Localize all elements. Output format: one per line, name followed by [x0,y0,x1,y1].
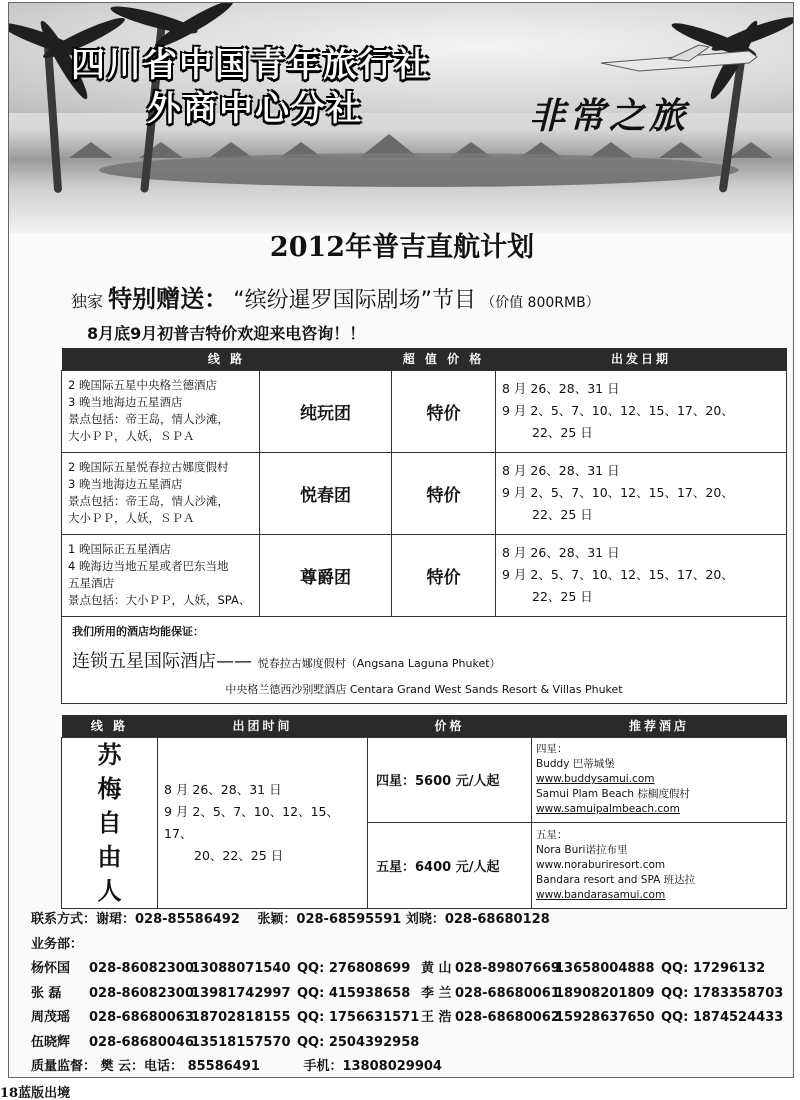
hotel-link[interactable]: www.noraburiresort.com [536,858,666,871]
agency-name-line2: 外商中心分社 [147,89,363,129]
route-char: 人 [97,876,122,905]
contact-mobile: 13658004888 [555,961,655,976]
contact-phone: 028-68680061 [455,985,560,1001]
price-cell: 特价 [392,534,496,616]
contact-row [31,1006,783,1031]
group-type: 纯玩团 [260,370,392,452]
price-4star: 四星：5600 元/人起 [368,737,532,823]
date-line: 8 月 26、28、31 日 [502,381,620,396]
hotel-centara: 中央格兰德西沙别墅酒店 Centara Grand West Sands Resort & Villas Phuket [225,682,623,696]
route-line: 3 晚当地海边五星酒店 [68,395,183,409]
contact-mobile: 13088071540 [191,961,291,976]
contact-name: 杨怀国 [31,961,71,976]
page-footer: 18蓝版出境 [0,1086,71,1100]
contact-name: 黄 山 [421,961,452,976]
gift-label: 特别赠送： [108,285,229,313]
contact-mobile: 18702818155 [191,1010,291,1025]
price-cell: 特价 [392,370,496,452]
contact-qq: QQ: 1756631571 [297,1010,420,1025]
group-type: 悦春团 [260,452,392,534]
contact-name: 伍晓辉 [31,1034,71,1050]
departure-times [158,737,368,908]
table-header [62,348,787,370]
route-line: 大小ＰＰ，人妖，ＳＰＡ [68,429,195,443]
hotel-tier-label: 四星： [536,743,568,756]
contact-mobile: 18908201809 [555,985,655,1001]
dates-cell [496,534,787,616]
date-line: 20、22、25 日 [194,847,284,863]
agency-name-line1: 四川省中国青年旅行社 [71,45,431,85]
airplane-icon [599,43,759,83]
hotel-name: Buddy 巴蒂城堡 [536,758,615,771]
contact-qq: QQ: 17296132 [661,961,766,976]
table-row [62,370,787,452]
slogan-calligraphy: 非常之旅 [529,95,690,137]
route-line: 1 晚国际正五星酒店 [68,542,171,556]
header-price: 超 值 价 格 [392,348,496,370]
ad-page [8,2,794,1078]
route-line: 景点包括：帝王岛，情人沙滩， [68,494,229,508]
route-line: 景点包括：大小ＰＰ，人妖，SPA、 [68,593,251,607]
date-line: 8 月 26、28、31 日 [502,545,620,560]
price-5star: 五星：6400 元/人起 [368,823,532,909]
header-dates: 出发日期 [496,348,787,370]
header-hotels: 推荐酒店 [532,715,787,737]
hotel-name: Samui Plam Beach 棕榈度假村 [536,788,690,801]
date-line: 9 月 2、5、7、10、12、15、17、 [164,803,339,841]
pool-image [99,153,739,187]
table-header [62,715,787,737]
table-row [62,534,787,616]
consult-notice: 8月底9月初普吉特价欢迎来电咨询！！ [87,324,366,343]
hotel-angsana: 悦春拉古娜度假村（Angsana Laguna Phuket） [257,656,501,670]
contact-name: 周茂瑶 [31,1010,71,1025]
contact-name: 王 浩 [421,1010,452,1025]
route-char: 苏 [97,740,122,769]
exclusive-label: 独家 [71,292,104,311]
contact-name: 李 兰 [421,985,452,1001]
contact-qq: QQ: 2504392958 [297,1034,420,1050]
price-cell: 特价 [392,452,496,534]
date-line: 9 月 2、5、7、10、12、15、17、20、 [502,485,734,500]
contact-mobile: 15928637650 [555,1010,655,1025]
date-line: 9 月 2、5、7、10、12、15、17、20、 [502,567,734,582]
date-line: 22、25 日 [532,425,593,440]
header-times: 出团时间 [158,715,368,737]
route-cell [62,452,260,534]
gift-promo [71,279,600,314]
contact-phone: 028-68680063 [89,1010,194,1025]
page-title: 2012年普吉直航计划 [269,232,535,263]
hotel-guarantee-heading: 我们所用的酒店均能保证： [72,624,204,638]
date-line: 8 月 26、28、31 日 [164,781,282,797]
hotel-name: Bandara resort and SPA 班达拉 [536,873,696,886]
hotel-guarantee-row [62,616,787,703]
date-line: 9 月 2、5、7、10、12、15、17、20、 [502,403,734,418]
group-type: 尊爵团 [260,534,392,616]
route-cell [62,370,260,452]
show-name: “缤纷暹罗国际剧场”节目 [233,288,476,313]
contact-mobile: 13518157570 [191,1034,291,1050]
contact-phone: 028-68680046 [89,1034,194,1050]
contact-phone: 028-86082300 [89,961,194,976]
hotel-name: Nora Buri诺拉布里 [536,843,628,856]
route-samui [62,737,158,908]
contact-mobile: 13981742997 [191,985,291,1001]
contact-row [31,982,783,1007]
contact-qq: QQ: 415938658 [297,985,411,1001]
quality-supervision: 质量监督： 樊 云：电话： 85586491 手机：13808029904 [31,1059,442,1074]
hotel-chain-label: 连锁五星国际酒店—— [72,650,252,672]
contacts-section [31,908,783,1078]
header-route: 线 路 [62,715,158,737]
contact-name: 张 磊 [31,985,62,1001]
contact-phone: 028-89807669 [455,961,560,976]
contact-qq: QQ: 276808699 [297,961,411,976]
route-line: 4 晚海边当地五星或者巴东当地 [68,559,229,573]
hotel-link[interactable]: www.samuipalmbeach.com [536,803,680,816]
hotels-4star [532,737,787,823]
route-line: 3 晚当地海边五星酒店 [68,477,183,491]
route-cell [62,534,260,616]
hotel-tier-label: 五星： [536,828,568,841]
phuket-routes-table [61,348,787,704]
dates-cell [496,370,787,452]
route-line: 五星酒店 [68,576,114,590]
route-char: 自 [97,808,122,837]
contact-row [31,1031,783,1056]
date-line: 22、25 日 [532,589,593,604]
header-price: 价格 [368,715,532,737]
date-line: 22、25 日 [532,507,593,522]
route-line: 景点包括：帝王岛，情人沙滩， [68,412,229,426]
hotels-5star [532,823,787,909]
hotel-chain-line [72,647,776,673]
contact-phone: 028-86082300 [89,985,194,1001]
route-line: 2 晚国际五星中央格兰德酒店 [68,378,217,392]
route-line: 2 晚国际五星悦春拉古娜度假村 [68,460,229,474]
contact-qq: QQ: 1783358703 [661,985,784,1001]
contact-qq: QQ: 1874524433 [661,1010,784,1025]
contact-row [31,957,783,982]
table-row [62,737,787,823]
date-line: 8 月 26、28、31 日 [502,463,620,478]
route-char: 梅 [97,774,122,803]
hotel-guarantee [62,616,787,703]
hero-banner [9,3,794,233]
dates-cell [496,452,787,534]
route-char: 由 [97,842,122,871]
contact-line: 联系方式：谢珺：028-85586492 张颖：028-68595591 刘晓：028-68680128 [31,912,550,927]
dept-label: 业务部： [31,936,84,952]
hotel-link[interactable]: www.bandarasamui.com [536,888,666,901]
samui-table [61,715,787,909]
table-row [62,452,787,534]
header-route: 线 路 [62,348,392,370]
route-line: 大小ＰＰ，人妖，ＳＰＡ [68,511,195,525]
hotel-link[interactable]: www.buddysamui.com [536,773,655,786]
gift-value: （价值 800RMB） [481,295,600,311]
contact-phone: 028-68680062 [455,1010,560,1025]
